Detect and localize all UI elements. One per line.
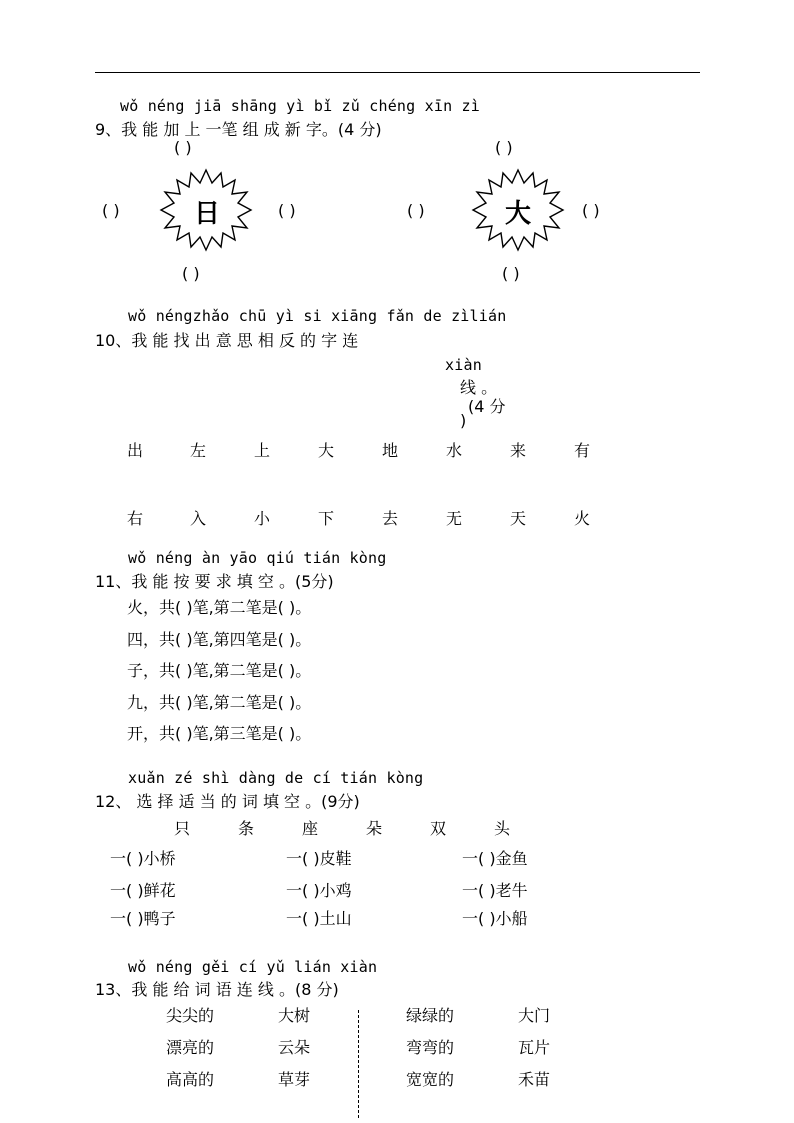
q12-option: 座 [302, 819, 319, 838]
q13-right-noun[interactable]: 禾苗 [518, 1070, 551, 1089]
q12-cell[interactable]: 一( )老牛 [462, 881, 528, 900]
q11-pinyin: wǒ néng àn yāo qiú tián kòng [128, 549, 387, 567]
q10-xian-pinyin: xiàn [445, 356, 482, 374]
q10-title: 10、我 能 找 出 意 思 相 反 的 字 连 [95, 331, 359, 350]
q10-bottom-char[interactable]: 去 [382, 509, 399, 528]
q10-xian-text: 线 。 [460, 378, 498, 397]
q9-blank-right-right[interactable]: ( ) [582, 201, 600, 220]
q9-blank-bottom-right[interactable]: ( ) [502, 264, 520, 283]
q11-line[interactable]: 九，共( )笔,第二笔是( )。 [127, 693, 312, 712]
q13-pinyin: wǒ néng gěi cí yǔ lián xiàn [128, 958, 378, 976]
q13-title: 13、我 能 给 词 语 连 线 。(8 分) [95, 980, 339, 999]
q11-line[interactable]: 子，共( )笔,第二笔是( )。 [127, 661, 312, 680]
q11-line[interactable]: 四，共( )笔,第四笔是( )。 [127, 630, 312, 649]
q10-top-char[interactable]: 左 [190, 441, 207, 460]
q9-blank-bottom-left[interactable]: ( ) [182, 264, 200, 283]
q12-cell[interactable]: 一( )小桥 [110, 849, 176, 868]
q9-blank-top-right[interactable]: ( ) [495, 138, 513, 157]
q10-bottom-char[interactable]: 入 [190, 509, 207, 528]
q10-bottom-char[interactable]: 火 [574, 509, 591, 528]
q10-top-char[interactable]: 上 [254, 441, 271, 460]
q13-left-adj[interactable]: 尖尖的 [166, 1006, 215, 1025]
q11-line[interactable]: 开，共( )笔,第三笔是( )。 [127, 724, 312, 743]
q13-right-adj[interactable]: 宽宽的 [406, 1070, 455, 1089]
q12-cell[interactable]: 一( )小船 [462, 909, 528, 928]
q10-top-char[interactable]: 地 [382, 441, 399, 460]
q12-option: 条 [238, 819, 255, 838]
q9-title: 9、我 能 加 上 一笔 组 成 新 字。(4 分) [95, 120, 382, 139]
q12-pinyin: xuǎn zé shì dàng de cí tián kòng [128, 769, 424, 787]
q9-left-char: 日 [194, 199, 221, 229]
q10-top-char[interactable]: 水 [446, 441, 463, 460]
q10-top-char[interactable]: 大 [318, 441, 335, 460]
q13-right-noun[interactable]: 大门 [518, 1006, 551, 1025]
q12-title: 12、 选 择 适 当 的 词 填 空 。(9分) [95, 792, 360, 811]
q10-top-char[interactable]: 有 [574, 441, 591, 460]
q11-line[interactable]: 火，共( )笔,第二笔是( )。 [127, 598, 312, 617]
q13-left-noun[interactable]: 云朵 [278, 1038, 311, 1057]
q12-option: 只 [174, 819, 191, 838]
q10-bottom-char[interactable]: 小 [254, 509, 271, 528]
q12-option: 头 [494, 819, 511, 838]
q13-left-adj[interactable]: 高高的 [166, 1070, 215, 1089]
q13-right-adj[interactable]: 绿绿的 [406, 1006, 455, 1025]
q10-bottom-char[interactable]: 下 [318, 509, 335, 528]
q12-option: 双 [430, 819, 447, 838]
q11-title: 11、我 能 按 要 求 填 空 。(5分) [95, 572, 334, 591]
q10-top-char[interactable]: 出 [127, 441, 144, 460]
q12-cell[interactable]: 一( )金鱼 [462, 849, 528, 868]
q9-blank-left-right[interactable]: ( ) [278, 201, 296, 220]
q9-right-char: 大 [505, 199, 532, 229]
q10-bottom-char[interactable]: 无 [446, 509, 463, 528]
q13-divider [358, 1010, 359, 1118]
q10-bottom-char[interactable]: 天 [510, 509, 527, 528]
q9-blank-left-left[interactable]: ( ) [102, 201, 120, 220]
q13-left-noun[interactable]: 草芽 [278, 1070, 311, 1089]
q9-pinyin: wǒ néng jiā shāng yì bǐ zǔ chéng xīn zì [120, 97, 480, 115]
q12-option: 朵 [366, 819, 383, 838]
q10-score: (4 分 [468, 397, 506, 416]
q13-left-adj[interactable]: 漂亮的 [166, 1038, 215, 1057]
q13-right-adj[interactable]: 弯弯的 [406, 1038, 455, 1057]
top-divider [95, 72, 700, 73]
q9-blank-top-left[interactable]: ( ) [174, 138, 192, 157]
q12-cell[interactable]: 一( )土山 [286, 909, 352, 928]
q10-bottom-char[interactable]: 右 [127, 509, 144, 528]
q12-cell[interactable]: 一( )鸭子 [110, 909, 176, 928]
q12-cell[interactable]: 一( )皮鞋 [286, 849, 352, 868]
q10-score-close: ) [460, 411, 467, 430]
q10-top-char[interactable]: 来 [510, 441, 527, 460]
q9-blank-right-left[interactable]: ( ) [407, 201, 425, 220]
q12-cell[interactable]: 一( )小鸡 [286, 881, 352, 900]
q13-left-noun[interactable]: 大树 [278, 1006, 311, 1025]
q12-cell[interactable]: 一( )鲜花 [110, 881, 176, 900]
q10-pinyin: wǒ néngzhǎo chū yì si xiāng fǎn de zìlián [128, 307, 507, 325]
q13-right-noun[interactable]: 瓦片 [518, 1038, 551, 1057]
